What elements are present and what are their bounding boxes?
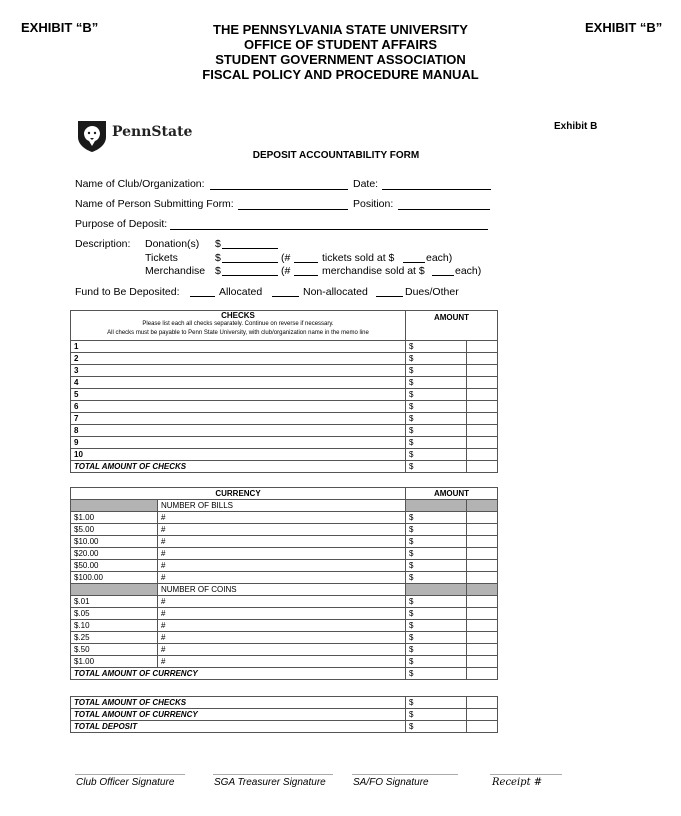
check-cents-cell[interactable] bbox=[467, 401, 498, 413]
checks-header-cell bbox=[71, 311, 406, 341]
coin-count-cell[interactable]: # bbox=[158, 656, 406, 668]
check-row-number: 8 bbox=[71, 425, 406, 437]
position-label: Position: bbox=[353, 198, 394, 210]
table-row bbox=[71, 389, 498, 401]
allocated-checkbox-line[interactable] bbox=[190, 296, 215, 297]
bill-count-cell[interactable]: # bbox=[158, 524, 406, 536]
check-cents-cell[interactable] bbox=[467, 341, 498, 353]
dues-label: Dues/Other bbox=[405, 286, 459, 298]
currency-total-amount[interactable]: $ bbox=[406, 668, 467, 680]
check-cents-cell[interactable] bbox=[467, 353, 498, 365]
date-label: Date: bbox=[353, 178, 379, 190]
bill-count-cell[interactable]: # bbox=[158, 512, 406, 524]
checks-note-2: All checks must be payable to Penn State University, with club/organization name in the memo line bbox=[107, 330, 369, 336]
check-amount-cell[interactable]: $ bbox=[406, 449, 467, 461]
date-field[interactable] bbox=[382, 189, 491, 190]
club-officer-signature-label: Club Officer Signature bbox=[76, 777, 175, 788]
check-amount-cell[interactable]: $ bbox=[406, 437, 467, 449]
coin-count-cell[interactable]: # bbox=[158, 644, 406, 656]
table-row bbox=[71, 512, 498, 524]
exhibit-b-small: Exhibit B bbox=[554, 121, 598, 132]
coin-count-cell[interactable]: # bbox=[158, 608, 406, 620]
header-line-sga: STUDENT GOVERNMENT ASSOCIATION bbox=[215, 52, 466, 67]
tickets-label: Tickets bbox=[145, 252, 178, 264]
description-label: Description: bbox=[75, 238, 131, 250]
check-cents-cell[interactable] bbox=[467, 413, 498, 425]
bill-denomination: $20.00 bbox=[71, 548, 158, 560]
check-amount-cell[interactable]: $ bbox=[406, 353, 467, 365]
fund-label: Fund to Be Deposited: bbox=[75, 286, 180, 298]
bill-amount-cell[interactable]: $ bbox=[406, 536, 467, 548]
check-amount-cell[interactable]: $ bbox=[406, 365, 467, 377]
table-row bbox=[71, 413, 498, 425]
check-amount-cell[interactable]: $ bbox=[406, 425, 467, 437]
merchandise-each: each) bbox=[455, 265, 482, 277]
table-row bbox=[71, 365, 498, 377]
coin-amount-cell[interactable]: $ bbox=[406, 608, 467, 620]
summary-currency-amount[interactable]: $ bbox=[406, 709, 467, 721]
coin-cents-cell[interactable] bbox=[467, 620, 498, 632]
check-row-number: 3 bbox=[71, 365, 406, 377]
coin-denomination: $.25 bbox=[71, 632, 158, 644]
pennstate-shield-icon bbox=[76, 119, 108, 153]
bills-label: NUMBER OF BILLS bbox=[158, 500, 406, 512]
table-row bbox=[71, 632, 498, 644]
coin-count-cell[interactable]: # bbox=[158, 620, 406, 632]
summary-checks-cents[interactable] bbox=[467, 697, 498, 709]
merchandise-count-field[interactable] bbox=[294, 275, 318, 276]
tickets-price-field[interactable] bbox=[403, 262, 425, 263]
person-label: Name of Person Submitting Form: bbox=[75, 198, 234, 210]
tickets-amount-field[interactable] bbox=[222, 262, 278, 263]
bill-cents-cell[interactable] bbox=[467, 524, 498, 536]
bill-amount-cell[interactable]: $ bbox=[406, 524, 467, 536]
bill-amount-cell[interactable]: $ bbox=[406, 572, 467, 584]
table-row bbox=[71, 377, 498, 389]
check-row-number: 10 bbox=[71, 449, 406, 461]
safo-signature-label: SA/FO Signature bbox=[353, 777, 429, 788]
coins-shaded-cell bbox=[71, 584, 158, 596]
sga-treasurer-signature-line[interactable] bbox=[213, 774, 333, 775]
coins-label: NUMBER OF COINS bbox=[158, 584, 406, 596]
checks-header: CHECKS bbox=[221, 311, 255, 320]
coin-count-cell[interactable]: # bbox=[158, 632, 406, 644]
currency-total-label: TOTAL AMOUNT OF CURRENCY bbox=[71, 668, 406, 680]
form-title: DEPOSIT ACCOUNTABILITY FORM bbox=[252, 150, 420, 161]
bill-denomination: $5.00 bbox=[71, 524, 158, 536]
sga-treasurer-signature-label: SGA Treasurer Signature bbox=[214, 777, 326, 788]
bill-amount-cell[interactable]: $ bbox=[406, 548, 467, 560]
table-row bbox=[71, 341, 498, 353]
coins-shaded-amount bbox=[406, 584, 467, 596]
table-row bbox=[71, 560, 498, 572]
header-line-university: THE PENNSYLVANIA STATE UNIVERSITY bbox=[213, 22, 468, 37]
bills-shaded-amount bbox=[406, 500, 467, 512]
table-row bbox=[71, 697, 498, 709]
coin-cents-cell[interactable] bbox=[467, 632, 498, 644]
check-row-number: 9 bbox=[71, 437, 406, 449]
header-line-office: OFFICE OF STUDENT AFFAIRS bbox=[243, 37, 438, 52]
table-row bbox=[71, 709, 498, 721]
check-row-number: 5 bbox=[71, 389, 406, 401]
currency-table bbox=[70, 487, 498, 680]
pennstate-wordmark: PennState bbox=[112, 124, 193, 140]
check-row-number: 1 bbox=[71, 341, 406, 353]
donations-label: Donation(s) bbox=[145, 238, 200, 250]
table-row bbox=[71, 425, 498, 437]
tickets-each: each) bbox=[426, 252, 453, 264]
bill-denomination: $10.00 bbox=[71, 536, 158, 548]
coin-cents-cell[interactable] bbox=[467, 596, 498, 608]
tickets-count-field[interactable] bbox=[294, 262, 318, 263]
person-field[interactable] bbox=[238, 209, 348, 210]
table-row bbox=[71, 620, 498, 632]
coin-amount-cell[interactable]: $ bbox=[406, 644, 467, 656]
bill-denomination: $1.00 bbox=[71, 512, 158, 524]
check-row-number: 4 bbox=[71, 377, 406, 389]
table-row bbox=[71, 401, 498, 413]
merchandise-amount-field[interactable] bbox=[222, 275, 278, 276]
checks-note-1: Please list each all checks separately. Continue on reverse if necessary. bbox=[142, 321, 334, 327]
receipt-line[interactable] bbox=[490, 774, 562, 775]
bill-cents-cell[interactable] bbox=[467, 512, 498, 524]
coin-denomination: $.05 bbox=[71, 608, 158, 620]
header-line-manual: FISCAL POLICY AND PROCEDURE MANUAL bbox=[202, 67, 479, 82]
purpose-label: Purpose of Deposit: bbox=[75, 218, 168, 230]
summary-checks-amount[interactable]: $ bbox=[406, 697, 467, 709]
merchandise-price-field[interactable] bbox=[432, 275, 454, 276]
check-row-number: 2 bbox=[71, 353, 406, 365]
receipt-label: Receipt # bbox=[492, 777, 543, 788]
check-row-number: 7 bbox=[71, 413, 406, 425]
bill-cents-cell[interactable] bbox=[467, 560, 498, 572]
check-cents-cell[interactable] bbox=[467, 377, 498, 389]
bill-amount-cell[interactable]: $ bbox=[406, 560, 467, 572]
checks-table bbox=[70, 310, 498, 473]
check-cents-cell[interactable] bbox=[467, 389, 498, 401]
allocated-label: Allocated bbox=[219, 286, 263, 298]
coin-count-cell[interactable]: # bbox=[158, 596, 406, 608]
summary-deposit-amount[interactable]: $ bbox=[406, 721, 467, 733]
check-amount-cell[interactable]: $ bbox=[406, 401, 467, 413]
checks-total-cents[interactable] bbox=[467, 461, 498, 473]
purpose-field[interactable] bbox=[170, 229, 488, 230]
summary-checks-label: TOTAL AMOUNT OF CHECKS bbox=[71, 697, 406, 709]
table-row bbox=[71, 721, 498, 733]
nonallocated-label: Non-allocated bbox=[303, 286, 368, 298]
table-row bbox=[71, 524, 498, 536]
merchandise-sold-label: merchandise sold at $ bbox=[322, 265, 425, 277]
safo-signature-line[interactable] bbox=[352, 774, 458, 775]
coin-denomination: $.10 bbox=[71, 620, 158, 632]
coin-amount-cell[interactable]: $ bbox=[406, 632, 467, 644]
tickets-sold-label: tickets sold at $ bbox=[322, 252, 395, 264]
check-amount-cell[interactable]: $ bbox=[406, 389, 467, 401]
merchandise-label: Merchandise bbox=[145, 265, 206, 277]
table-row bbox=[71, 668, 498, 680]
bills-shaded-cell bbox=[71, 500, 158, 512]
table-row bbox=[71, 656, 498, 668]
currency-total-cents[interactable] bbox=[467, 668, 498, 680]
table-row bbox=[71, 461, 498, 473]
coin-cents-cell[interactable] bbox=[467, 656, 498, 668]
club-name-label: Name of Club/Organization: bbox=[75, 178, 205, 190]
donations-amount-field[interactable] bbox=[222, 248, 278, 249]
coin-amount-cell[interactable]: $ bbox=[406, 656, 467, 668]
table-row bbox=[71, 449, 498, 461]
tickets-count-open: (# bbox=[281, 252, 291, 264]
summary-currency-label: TOTAL AMOUNT OF CURRENCY bbox=[71, 709, 406, 721]
check-amount-cell[interactable]: $ bbox=[406, 377, 467, 389]
coins-shaded-cents bbox=[467, 584, 498, 596]
summary-deposit-cents[interactable] bbox=[467, 721, 498, 733]
tickets-dollar: $ bbox=[215, 252, 221, 264]
bill-count-cell[interactable]: # bbox=[158, 560, 406, 572]
exhibit-label-left: EXHIBIT “B” bbox=[21, 20, 99, 35]
bill-cents-cell[interactable] bbox=[467, 548, 498, 560]
bill-cents-cell[interactable] bbox=[467, 536, 498, 548]
table-row bbox=[71, 353, 498, 365]
merchandise-count-open: (# bbox=[281, 265, 291, 277]
summary-deposit-label: TOTAL DEPOSIT bbox=[71, 721, 406, 733]
coin-amount-cell[interactable]: $ bbox=[406, 596, 467, 608]
bill-denomination: $50.00 bbox=[71, 560, 158, 572]
table-row bbox=[71, 596, 498, 608]
position-field[interactable] bbox=[398, 209, 490, 210]
check-amount-cell[interactable]: $ bbox=[406, 341, 467, 353]
bill-cents-cell[interactable] bbox=[467, 572, 498, 584]
table-row bbox=[71, 644, 498, 656]
document-header bbox=[0, 22, 681, 82]
check-cents-cell[interactable] bbox=[467, 449, 498, 461]
check-cents-cell[interactable] bbox=[467, 365, 498, 377]
checks-amount-header: AMOUNT bbox=[406, 311, 498, 341]
summary-table bbox=[70, 696, 498, 733]
check-cents-cell[interactable] bbox=[467, 437, 498, 449]
table-row bbox=[71, 548, 498, 560]
merchandise-dollar: $ bbox=[215, 265, 221, 277]
coin-cents-cell[interactable] bbox=[467, 644, 498, 656]
bill-amount-cell[interactable]: $ bbox=[406, 512, 467, 524]
club-name-field[interactable] bbox=[210, 189, 348, 190]
checks-total-label: TOTAL AMOUNT OF CHECKS bbox=[71, 461, 406, 473]
coin-denomination: $.50 bbox=[71, 644, 158, 656]
dues-checkbox-line[interactable] bbox=[376, 296, 403, 297]
bill-count-cell[interactable]: # bbox=[158, 536, 406, 548]
bill-count-cell[interactable]: # bbox=[158, 548, 406, 560]
checks-total-amount[interactable]: $ bbox=[406, 461, 467, 473]
coin-cents-cell[interactable] bbox=[467, 608, 498, 620]
coin-denomination: $.01 bbox=[71, 596, 158, 608]
table-row bbox=[71, 572, 498, 584]
check-row-number: 6 bbox=[71, 401, 406, 413]
exhibit-label-right: EXHIBIT “B” bbox=[585, 20, 663, 35]
club-officer-signature-line[interactable] bbox=[75, 774, 185, 775]
table-row bbox=[71, 437, 498, 449]
bill-count-cell[interactable]: # bbox=[158, 572, 406, 584]
table-row bbox=[71, 536, 498, 548]
currency-header: CURRENCY bbox=[71, 488, 406, 500]
donations-dollar: $ bbox=[215, 238, 221, 250]
bill-denomination: $100.00 bbox=[71, 572, 158, 584]
check-amount-cell[interactable]: $ bbox=[406, 413, 467, 425]
summary-currency-cents[interactable] bbox=[467, 709, 498, 721]
coin-amount-cell[interactable]: $ bbox=[406, 620, 467, 632]
table-row bbox=[71, 608, 498, 620]
currency-amount-header: AMOUNT bbox=[406, 488, 498, 500]
bills-shaded-cents bbox=[467, 500, 498, 512]
nonallocated-checkbox-line[interactable] bbox=[272, 296, 299, 297]
check-cents-cell[interactable] bbox=[467, 425, 498, 437]
coin-denomination: $1.00 bbox=[71, 656, 158, 668]
